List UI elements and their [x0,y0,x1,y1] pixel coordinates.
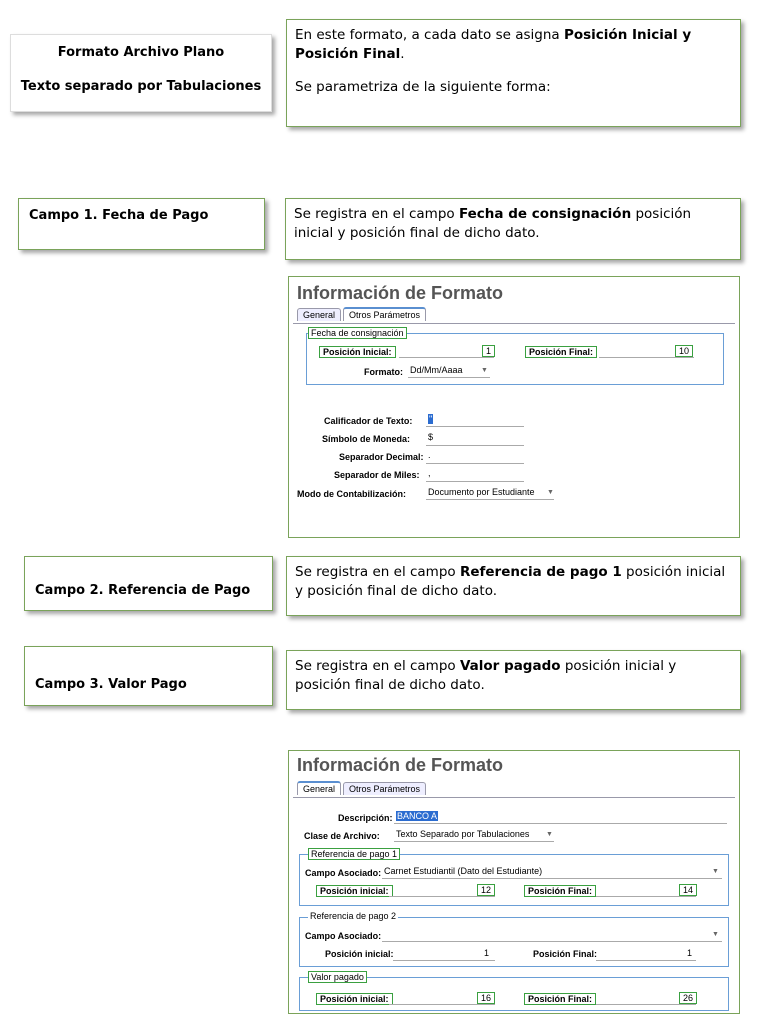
separador-miles-input[interactable]: , [428,468,431,478]
campo1-label: Campo 1. Fecha de Pago [29,208,209,223]
posicion-final-input[interactable]: 10 [675,345,693,357]
ref2-posicion-final-label: Posición Final: [533,949,598,959]
modo-dropdown-icon[interactable]: ▼ [547,489,554,496]
valor-posicion-inicial-label: Posición inicial: [316,993,393,1005]
format-parametrize-text: Se parametriza de la siguiente forma: [295,79,551,95]
tab-otros-parametros[interactable]: Otros Parámetros [343,307,426,321]
valor-posicion-inicial-input[interactable]: 16 [477,992,495,1004]
simbolo-moneda-input[interactable]: $ [428,432,434,442]
modo-contabilizacion-label: Modo de Contabilización: [297,489,406,499]
formato-label: Formato: [364,367,403,377]
posicion-inicial-label: Posición Inicial: [319,346,396,358]
format-title-line2: Texto separado por Tabulaciones [20,79,262,94]
campo2-label-box [24,556,273,611]
ref1-posicion-final-label: Posición Final: [524,885,596,897]
group-ref1-legend: Referencia de pago 1 [308,848,400,860]
panel1-title: Información de Formato [297,283,504,303]
tab-general[interactable]: General [297,781,341,795]
campo2-text-box: Se registra en el campo Referencia de pago 1 posición inicial y posición final de dicho dato. [286,556,741,616]
format-info-panel-2 [288,750,740,1014]
group-fecha-consignacion [306,333,724,385]
separador-decimal-label: Separador Decimal: [339,452,424,462]
tab-otros-parametros[interactable]: Otros Parámetros [343,782,426,795]
valor-posicion-final-label: Posición Final: [524,993,596,1005]
simbolo-moneda-label: Símbolo de Moneda: [322,434,411,444]
campo-asociado-label: Campo Asociado: [305,868,382,878]
descripcion-input[interactable]: BANCO A [397,811,438,821]
campo2-label: Campo 2. Referencia de Pago [35,583,251,598]
descripcion-label: Descripción: [338,813,393,823]
campo3-text-box: Se registra en el campo Valor pagado posición inicial y posición final de dicho dato. [286,650,741,710]
formato-select[interactable]: Dd/Mm/Aaaa [410,365,463,375]
campo1-text-box: Se registra en el campo Fecha de consignación posición inicial y posición final de dicho dato. [285,198,741,260]
ref1-posicion-inicial-label: Posición inicial: [316,885,393,897]
format-info-panel-1 [288,276,740,538]
panel2-title: Información de Formato [297,755,504,775]
campo-asociado-2-label: Campo Asociado: [305,931,382,941]
panel2-tabs [297,781,428,797]
clase-dropdown-icon[interactable]: ▼ [546,831,553,838]
formato-dropdown-icon[interactable]: ▼ [481,367,488,374]
ref1-posicion-inicial-input[interactable]: 12 [477,884,495,896]
posicion-inicial-input[interactable]: 1 [482,345,495,357]
group-referencia-pago-1 [299,854,729,906]
group-fecha-legend: Fecha de consignación [308,327,407,339]
panel1-tabs [297,307,428,323]
ref1-posicion-final-input[interactable]: 14 [679,884,697,896]
ref2-posicion-inicial-label: Posición inicial: [325,949,394,959]
tab-general[interactable]: General [297,308,341,321]
campo-asociado-dropdown-icon[interactable]: ▼ [712,868,719,875]
ref2-posicion-final-input[interactable]: 1 [687,948,693,958]
format-title-line1: Formato Archivo Plano [57,45,225,60]
posicion-final-label: Posición Final: [525,346,597,358]
modo-contabilizacion-select[interactable]: Documento por Estudiante [428,487,535,497]
calificador-input[interactable]: " [429,414,433,424]
separador-miles-label: Separador de Miles: [334,470,420,480]
campo1-label-box [18,198,265,250]
group-valor-legend: Valor pagado [308,971,367,983]
format-description-box [286,19,741,127]
campo-asociado-select[interactable]: Carnet Estudiantil (Dato del Estudiante) [384,866,543,876]
clase-archivo-label: Clase de Archivo: [304,831,380,841]
campo3-label: Campo 3. Valor Pago [35,677,187,692]
format-title-box [10,34,272,112]
clase-archivo-select[interactable]: Texto Separado por Tabulaciones [396,829,530,839]
valor-posicion-final-input[interactable]: 26 [679,992,697,1004]
separador-decimal-input[interactable]: . [428,450,431,460]
ref2-posicion-inicial-input[interactable]: 1 [484,948,490,958]
campo3-label-box [24,646,273,706]
group-ref2-legend: Referencia de pago 2 [310,911,397,921]
campo-asociado-2-dropdown-icon[interactable]: ▼ [712,931,719,938]
format-description-text: En este formato, a cada dato se asigna Posición Inicial y Posición Final. [295,27,692,62]
calificador-label: Calificador de Texto: [324,416,413,426]
